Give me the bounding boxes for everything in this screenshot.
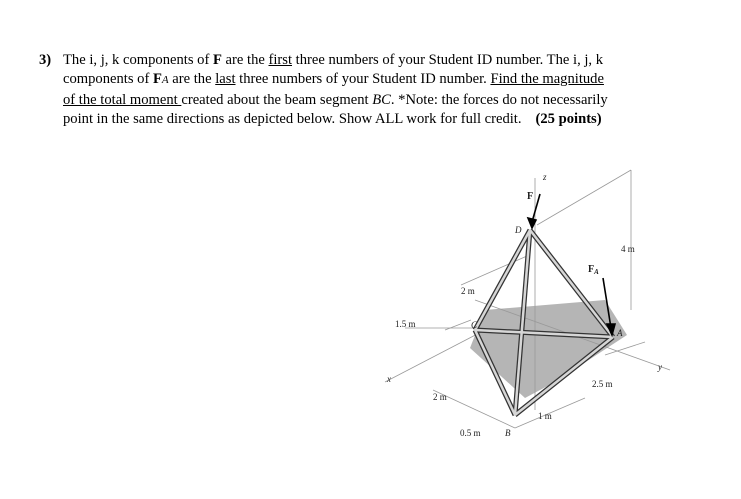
label-z: z: [543, 172, 547, 182]
force-F-arrow: [532, 194, 540, 222]
label-x: x: [387, 374, 391, 384]
label-C: C: [471, 320, 478, 330]
problem-number: 3): [39, 52, 52, 68]
label-0-5m: 0.5 m: [460, 428, 481, 438]
problem-line-3: of the total moment created about the beam segment BC. *Note: the forces do not necessarily: [63, 91, 608, 108]
label-2-5m: 2.5 m: [592, 379, 613, 389]
label-B: B: [505, 428, 511, 438]
label-F: F: [527, 191, 534, 202]
problem-statement: [39, 51, 679, 130]
points-value: (25 points): [535, 111, 602, 128]
label-1-5m: 1.5 m: [395, 319, 416, 329]
label-D: D: [515, 225, 522, 235]
label-4m: 4 m: [621, 244, 635, 254]
problem-line-4: point in the same directions as depicted below. Show ALL work for full credit. (25 points): [63, 111, 602, 128]
label-2m-bottom: 2 m: [433, 392, 447, 402]
beam-figure: [365, 160, 685, 450]
beam-diagram: [365, 160, 685, 450]
label-1m: 1 m: [538, 411, 552, 421]
label-FA: $F_A$: [588, 264, 599, 276]
label-A: A: [617, 328, 623, 338]
label-y: y: [658, 362, 662, 372]
problem-line-1: The i, j, k components of F are the first three numbers of your Student ID number. The i, j, k: [63, 52, 604, 68]
label-2m-top: 2 m: [461, 286, 475, 296]
problem-line-2: components of FA are the last three numbers of your Student ID number. Find the magnitude: [63, 71, 604, 88]
